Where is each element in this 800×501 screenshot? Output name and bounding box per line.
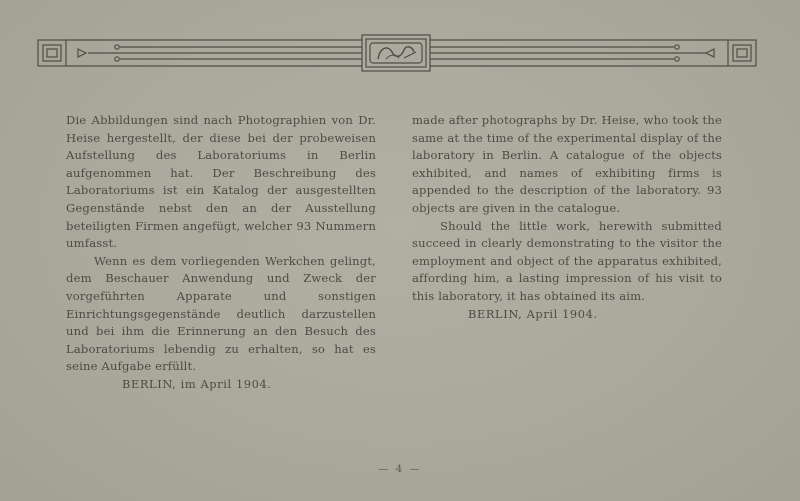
german-paragraph-1: Die Abbildungen sind nach Photographien von Dr. Heise hergestellt, der diese bei der probeweisen Aufstellung des Laboratoriums in Berlin aufgenommen hat. Der Beschreibung des Laboratoriums ist ein Katalog der ausgestellten Gegenstände nebst den an der Ausstellung beteiligten Firmen angefügt, welcher 93 Nummern umfasst. (66, 113, 376, 251)
page-number: — 4 — (378, 464, 422, 475)
german-column (66, 112, 376, 394)
english-column (412, 112, 722, 323)
english-paragraph-2: Should the little work, herewith submitted succeed in clearly demonstrating to the visitor the employment and object of the apparatus exhibited, affording him, a lasting impression of his visit to this laboratory, it has obtained its aim. (412, 218, 722, 303)
english-paragraph-1: made after photographs by Dr. Heise, who took the same at the time of the experimental display of the laboratory in Berlin. A catalogue of the objects exhibited, and names of exhibiting firms is appended to the description of the laboratory. 93 objects are given in the catalogue. (412, 113, 722, 215)
german-signature: BERLIN, im April 1904. (122, 376, 272, 391)
header-ornament (0, 0, 800, 80)
german-paragraph-2: Wenn es dem vorliegenden Werkchen gelingt, dem Beschauer Anwendung und Zweck der vorgeführten Apparate und sonstigen Einrichtungsgegenstände deutlich darzustellen und bei ihm die Erinnerung an den Besuch des Laboratoriums lebendig zu erhalten, so hat es seine Aufgabe erfüllt. (66, 253, 376, 374)
english-signature: BERLIN, April 1904. (468, 306, 598, 321)
